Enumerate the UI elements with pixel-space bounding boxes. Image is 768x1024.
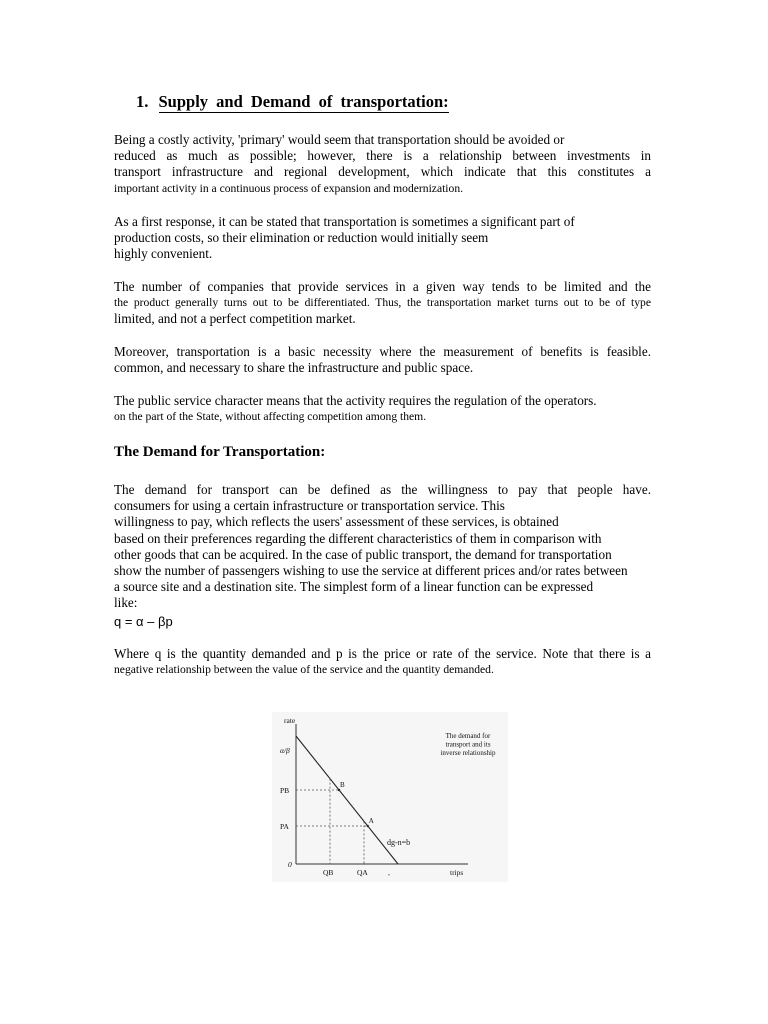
text-line: on the part of the State, without affecting competition among them. xyxy=(114,410,427,424)
text-line: Moreover, transportation is a basic necessity where the measurement of benefits is feasible. xyxy=(114,344,651,359)
text-line: consumers for using a certain infrastructure or transportation service. This xyxy=(114,498,505,514)
text-line: other goods that can be acquired. In the case of public transport, the demand for transportation xyxy=(114,546,612,562)
text-line: based on their preferences regarding the different characteristics of them in comparison with xyxy=(114,530,602,546)
text-line: negative relationship between the value of the service and the quantity demanded. xyxy=(114,663,494,677)
section-title: Supply and Demand of transportation: xyxy=(158,92,449,111)
y-tick-label: 0 xyxy=(288,860,292,869)
x-tick-label: QA xyxy=(357,868,368,877)
text-line: highly convenient. xyxy=(114,246,213,262)
y-tick-label: PB xyxy=(280,786,290,795)
point-b xyxy=(338,789,340,791)
text-line: As a first response, it can be stated that transportation is sometimes a significant part of xyxy=(114,214,575,229)
text-line: The public service character means that the activity requires the regulation of the operators. xyxy=(114,393,597,408)
y-tick-label: PA xyxy=(280,822,289,831)
annotation-line: inverse relationship xyxy=(440,749,496,757)
y-axis-label: rate xyxy=(284,716,296,725)
text-line: Being a costly activity, 'primary' would seem that transportation should be avoided or xyxy=(114,132,565,147)
point-label: B xyxy=(340,781,345,789)
text-line: limited, and not a perfect competition market. xyxy=(114,311,356,327)
x-axis-label: trips xyxy=(450,868,464,877)
point-label: A xyxy=(368,817,374,825)
paragraph-basic-necessity xyxy=(114,344,651,376)
demand-formula: q = α – βp xyxy=(114,614,173,629)
demand-line xyxy=(296,736,398,864)
paragraph-first-response xyxy=(114,214,651,263)
text-line: the product generally turns out to be differentiated. Thus, the transportation market turns out to be of type xyxy=(114,296,651,310)
annotation-line: The demand for xyxy=(445,732,491,740)
point-a xyxy=(367,825,369,827)
text-line: The demand for transport can be defined as the willingness to pay that people have. xyxy=(114,482,651,497)
subheading-demand: The Demand for Transportation: xyxy=(114,444,326,460)
text-line: like: xyxy=(114,595,138,611)
curve-label: dg-n=b xyxy=(387,838,411,847)
text-line: a source site and a destination site. The simplest form of a linear function can be expressed xyxy=(114,579,594,595)
paragraph-public-service xyxy=(114,393,651,425)
paragraph-number-of-companies xyxy=(114,279,651,328)
y-tick-label: α/β xyxy=(280,746,290,755)
text-line: production costs, so their elimination or reduction would initially seem xyxy=(114,230,489,246)
x-tick-label: QB xyxy=(323,868,334,877)
paragraph-costly-activity xyxy=(114,132,651,197)
text-line: willingness to pay, which reflects the users' assessment of these services, is obtained xyxy=(114,514,559,530)
paragraph-where-q xyxy=(114,646,651,678)
text-line: Where q is the quantity demanded and p is the price or rate of the service. Note that there is a xyxy=(114,646,651,661)
demand-chart xyxy=(272,712,508,882)
section-number: 1. xyxy=(136,92,149,111)
section-heading xyxy=(136,92,449,112)
annotation-line: transport and its xyxy=(445,740,491,749)
paragraph-demand-definition xyxy=(114,482,651,612)
text-line: important activity in a continuous process of expansion and modernization. xyxy=(114,181,464,195)
text-line: common, and necessary to share the infrastructure and public space. xyxy=(114,360,474,376)
text-line: The number of companies that provide services in a given way tends to be limited and the xyxy=(114,279,651,294)
text-line: show the number of passengers wishing to use the service at different prices and/or rates between xyxy=(114,563,628,579)
text-line: transport infrastructure and regional development, which indicate that this constitutes a xyxy=(114,164,651,180)
demand-chart-svg xyxy=(272,712,508,882)
x-tick-label: , xyxy=(388,868,390,877)
text-line: reduced as much as possible; however, there is a relationship between investments in xyxy=(114,148,651,164)
